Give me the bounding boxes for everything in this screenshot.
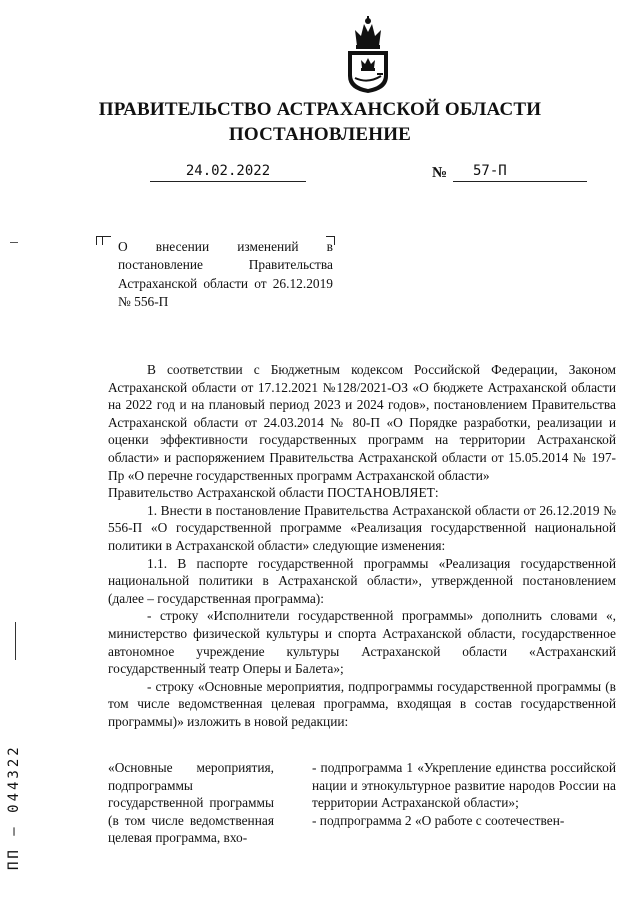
number-label: № (432, 165, 448, 181)
subprogram-2: - подпрограмма 2 «О работе с соотечествен- (312, 812, 565, 828)
government-title: ПРАВИТЕЛЬСТВО АСТРАХАНСКОЙ ОБЛАСТИ (98, 99, 542, 120)
paragraph-item-1-1: 1.1. В паспорте государственной программы «Реализация государственной национальной политики в Астраханской области», утвержденной постановлением (далее – государственная программа): (108, 555, 616, 606)
document-subject: О внесении изменений в постановление Правительства Астраханской области от 26.12.2019 № 556-П (118, 239, 333, 309)
side-registration-code (4, 720, 24, 870)
margin-mark (10, 242, 18, 243)
coat-of-arms-emblem (343, 16, 393, 94)
document-date: 24.02.2022 (150, 163, 306, 182)
subject-corner-top-left-inner (102, 236, 111, 245)
paragraph-main-activities: - строку «Основные мероприятия, подпрограммы государственной программы (в том числе ведомственная целевая программа, входящая в состав государственной программы)» изложить в новой редакции: (108, 678, 616, 729)
paragraph-item-1: 1. Внести в постановление Правительства Астраханской области от 26.12.2019 № 556-П «О государственной программе «Реализация государственной национальной политики в Астраханской области» следующие изменения: (108, 502, 616, 553)
document-number: 57-П (453, 163, 587, 182)
document-body (108, 361, 616, 730)
margin-line (15, 622, 16, 660)
paragraph-resolves: Правительство Астраханской области ПОСТАНОВЛЯЕТ: (108, 485, 439, 501)
registration-code-text: ПП – 044322 (6, 744, 22, 870)
table-left-cell: «Основные мероприятия, подпрограммы государственной программы (в том числе ведомственная целевая программа, вхо- (108, 760, 274, 846)
table-right-cell (312, 759, 616, 829)
paragraph-executors: - строку «Исполнители государственной программы» дополнить словами «, министерство физической культуры и спорта Астраханской области, государственное автономное учреждение культуры Астраханской области «Астраханский государственный театр Оперы и Балета»; (108, 608, 616, 677)
subprogram-1: - подпрограмма 1 «Укрепление единства российской нации и этнокультурное развитие народов России на территории Астраханской области»; (312, 760, 616, 811)
paragraph-preamble: В соответствии с Бюджетным кодексом Российской Федерации, Законом Астраханской области от 17.12.2021 №128/2021-ОЗ «О бюджете Астраханской области на 2022 год и на плановый период 2023 и 2024 годов», постановлением Правительства Астраханской области от 24.03.2014 № 80-П «О Порядке разработки, реализации и оценки эффективности государственных программ на территории Астраханской области» и распоряжением Правительства Астраханской области от 15.05.2014 № 197-Пр «О перечне государственных программ Астраханской области» (108, 362, 616, 483)
document-type-title: ПОСТАНОВЛЕНИЕ (228, 124, 412, 145)
